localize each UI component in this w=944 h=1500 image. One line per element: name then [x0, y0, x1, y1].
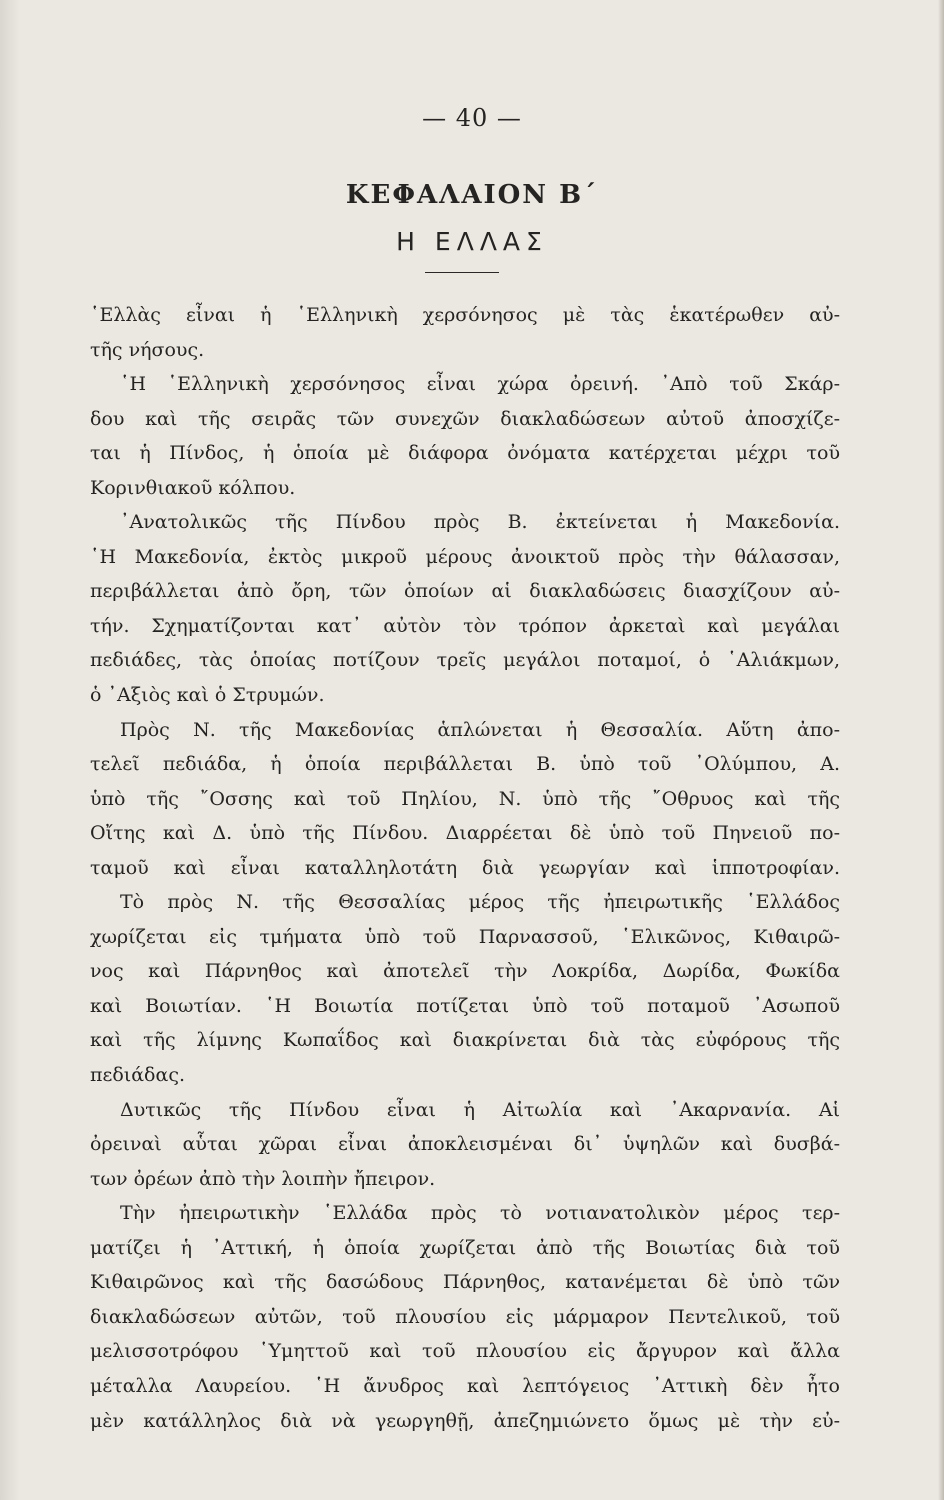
body-text	[90, 298, 840, 1438]
text-line: ὑπὸ τῆς ῎Οσσης καὶ τοῦ Πηλίου, Ν. ὑπὸ τῆς ῎Οθρυος καὶ τῆς	[90, 787, 840, 810]
text-line: πεδιάδας.	[90, 1064, 185, 1087]
text-line: Τὸ πρὸς Ν. τῆς Θεσσαλίας μέρος τῆς ἠπειρωτικῆς ῾Ελλάδος	[120, 891, 840, 914]
page-number: — 40 —	[422, 104, 522, 132]
text-line: τελεῖ πεδιάδα, ἡ ὁποία περιβάλλεται Β. ὑπὸ τοῦ ᾿Ολύμπου, Α.	[90, 753, 840, 776]
page-edge-shadow	[938, 0, 944, 1500]
text-line: των ὀρέων ἀπὸ τὴν λοιπὴν ἤπειρον.	[90, 1167, 436, 1190]
title-rule	[425, 272, 499, 273]
text-line: μέταλλα Λαυρείου. ῾Η ἄνυδρος καὶ λεπτόγειος ᾿Αττικὴ δὲν ἦτο	[90, 1374, 840, 1397]
text-line: Κορινθιακοῦ κόλπου.	[90, 476, 296, 499]
text-line: διακλαδώσεων αὐτῶν, τοῦ πλουσίου εἰς μάρμαρον Πεντελικοῦ, τοῦ	[90, 1305, 840, 1328]
text-line: ῾Η ῾Ελληνικὴ χερσόνησος εἶναι χώρα ὀρεινή. ᾿Απὸ τοῦ Σκάρ-	[120, 373, 840, 396]
text-line: Οἴτης καὶ Δ. ὑπὸ τῆς Πίνδου. Διαρρέεται δὲ ὑπὸ τοῦ Πηνειοῦ πο-	[90, 822, 840, 845]
section-title: Η ΕΛΛΑΣ	[396, 227, 548, 256]
text-line: καὶ τῆς λίμνης Κωπαΐδος καὶ διακρίνεται διὰ τὰς εὐφόρους τῆς	[90, 1029, 840, 1052]
text-line: μελισσοτρόφου ῾Υμηττοῦ καὶ τοῦ πλουσίου εἰς ἄργυρον καὶ ἄλλα	[90, 1340, 840, 1363]
text-line: Τὴν ἠπειρωτικὴν ῾Ελλάδα πρὸς τὸ νοτιανατολικὸν μέρος τερ-	[120, 1202, 840, 1225]
text-line: ῾Η Μακεδονία, ἐκτὸς μικροῦ μέρους ἀνοικτοῦ πρὸς τὴν θάλασσαν,	[90, 545, 840, 568]
text-line: μὲν κατάλληλος διὰ νὰ γεωργηθῇ, ἀπεζημιώνετο ὅμως μὲ τὴν εὐ-	[90, 1409, 840, 1432]
text-line: ὀρειναὶ αὗται χῶραι εἶναι ἀποκλεισμέναι δι᾿ ὑψηλῶν καὶ δυσβά-	[90, 1133, 840, 1156]
text-line: χωρίζεται εἰς τμήματα ὑπὸ τοῦ Παρνασσοῦ, ῾Ελικῶνος, Κιθαιρῶ-	[90, 925, 840, 948]
text-line: νος καὶ Πάρνηθος καὶ ἀποτελεῖ τὴν Λοκρίδα, Δωρίδα, Φωκίδα	[90, 960, 840, 983]
text-line: ῾Ελλὰς εἶναι ἡ ῾Ελληνικὴ χερσόνησος μὲ τὰς ἑκατέρωθεν αὐ-	[90, 304, 840, 326]
text-line: περιβάλλεται ἀπὸ ὄρη, τῶν ὁποίων αἱ διακλαδώσεις διασχίζουν αὐ-	[90, 580, 840, 603]
text-line: ται ἡ Πίνδος, ἡ ὁποία μὲ διάφορα ὀνόματα κατέρχεται μέχρι τοῦ	[90, 442, 840, 465]
chapter-title: ΚΕΦΑΛΑΙΟΝ Β΄	[345, 180, 599, 210]
page-gutter-shadow	[0, 0, 20, 1500]
text-line: Κιθαιρῶνος καὶ τῆς δασώδους Πάρνηθος, κατανέμεται δὲ ὑπὸ τῶν	[90, 1271, 840, 1294]
text-line: δου καὶ τῆς σειρᾶς τῶν συνεχῶν διακλαδώσεων αὐτοῦ ἀποσχίζε-	[90, 407, 840, 430]
text-line: τήν. Σχηματίζονται κατ᾿ αὐτὸν τὸν τρόπον ἀρκεταὶ καὶ μεγάλαι	[90, 614, 840, 637]
text-line: Δυτικῶς τῆς Πίνδου εἶναι ἡ Αἰτωλία καὶ ᾿Ακαρνανία. Αἱ	[120, 1098, 840, 1121]
text-line: καὶ Βοιωτίαν. ῾Η Βοιωτία ποτίζεται ὑπὸ τοῦ ποταμοῦ ᾿Ασωποῦ	[90, 994, 840, 1017]
text-line: ᾿Ανατολικῶς τῆς Πίνδου πρὸς Β. ἐκτείνεται ἡ Μακεδονία.	[120, 511, 840, 534]
text-line: ματίζει ἡ ᾿Αττική, ἡ ὁποία χωρίζεται ἀπὸ τῆς Βοιωτίας διὰ τοῦ	[90, 1236, 840, 1259]
text-line: ταμοῦ καὶ εἶναι καταλληλοτάτη διὰ γεωργίαν καὶ ἱπποτροφίαν.	[90, 856, 840, 879]
text-line: τῆς νήσους.	[90, 338, 205, 361]
text-line: πεδιάδες, τὰς ὁποίας ποτίζουν τρεῖς μεγάλοι ποταμοί, ὁ ῾Αλιάκμων,	[90, 649, 840, 672]
text-line: Πρὸς Ν. τῆς Μακεδονίας ἁπλώνεται ἡ Θεσσαλία. Αὕτη ἀπο-	[120, 718, 840, 741]
text-line: ὁ ᾿Αξιὸς καὶ ὁ Στρυμών.	[90, 684, 325, 707]
